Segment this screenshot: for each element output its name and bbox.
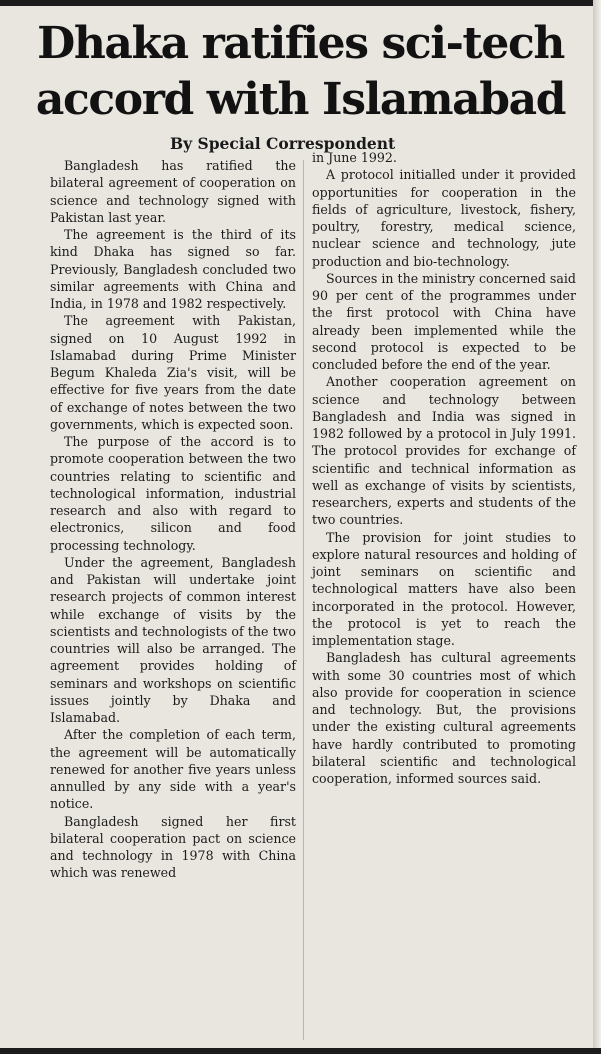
left-column: [50, 157, 296, 882]
headline-line-2: accord with Islamabad: [35, 74, 566, 125]
page-edge: [593, 0, 601, 1054]
column-divider: [303, 160, 304, 1040]
paragraph: A protocol initialled under it provided opportunities for cooperation in the fields of agriculture, livestock, fishery, poultry, forestry, medical science, nuclear science and technology, jute production and bio-technology.: [312, 167, 576, 269]
right-column: [312, 149, 576, 787]
paragraph: Bangladesh has cultural agreements with some 30 countries most of which also provide for cooperation in science and technology. But, the provisions under the existing cultural agreements have hardly contributed to promoting bilateral scientific and technological cooperation, informed sources said.: [312, 650, 576, 786]
top-rule: [0, 0, 601, 6]
byline: By Special Correspondent: [170, 134, 396, 153]
paragraph: The purpose of the accord is to promote cooperation between the two countries relating to scientific and technological information, industrial research and also with regard to electronics, silicon and food processing technology.: [50, 434, 296, 553]
paragraph: The agreement with Pakistan, signed on 10 August 1992 in Islamabad during Prime Minister Begum Khaleda Zia's visit, will be effective for five years from the date of exchange of notes between the two governments, which is expected soon.: [50, 313, 296, 432]
paragraph: Under the agreement, Bangladesh and Pakistan will undertake joint research projects of common interest while exchange of visits by the scientists and technologists of the two countries will also be arranged. The agreement provides holding of seminars and workshops on scientific issues jointly by Dhaka and Islamabad.: [50, 554, 296, 725]
paragraph: After the completion of each term, the agreement will be automatically renewed for another five years unless annulled by any side with a year's notice.: [50, 727, 296, 812]
paragraph-continuation: in June 1992.: [312, 150, 397, 165]
paragraph: Bangladesh has ratified the bilateral agreement of cooperation on science and technology signed with Pakistan last year.: [50, 158, 296, 225]
bottom-rule: [0, 1048, 601, 1054]
paragraph: The provision for joint studies to explore natural resources and holding of joint seminars on scientific and technological matters have also been incorporated in the protocol. However, the protocol is yet to reach the implementation stage.: [312, 529, 576, 648]
headline: [0, 16, 601, 128]
paragraph: The agreement is the third of its kind Dhaka has signed so far. Previously, Bangladesh concluded two similar agreements with China and India, in 1978 and 1982 respectively.: [50, 227, 296, 311]
headline-line-1: Dhaka ratifies sci-tech: [37, 18, 564, 69]
paragraph: Another cooperation agreement on science and technology between Bangladesh and India was signed in 1982 followed by a protocol in July 1991. The protocol provides for exchange of scientific and technical information as well as exchange of visits by scientists, researchers, experts and students of the two countries.: [312, 374, 576, 528]
paragraph: Sources in the ministry concerned said 90 per cent of the programmes under the first protocol with China have already been implemented while the second protocol is expected to be concluded before the end of the year.: [312, 270, 576, 372]
paragraph: Bangladesh signed her first bilateral cooperation pact on science and technology in 1978 with China which was renewed: [50, 813, 296, 881]
